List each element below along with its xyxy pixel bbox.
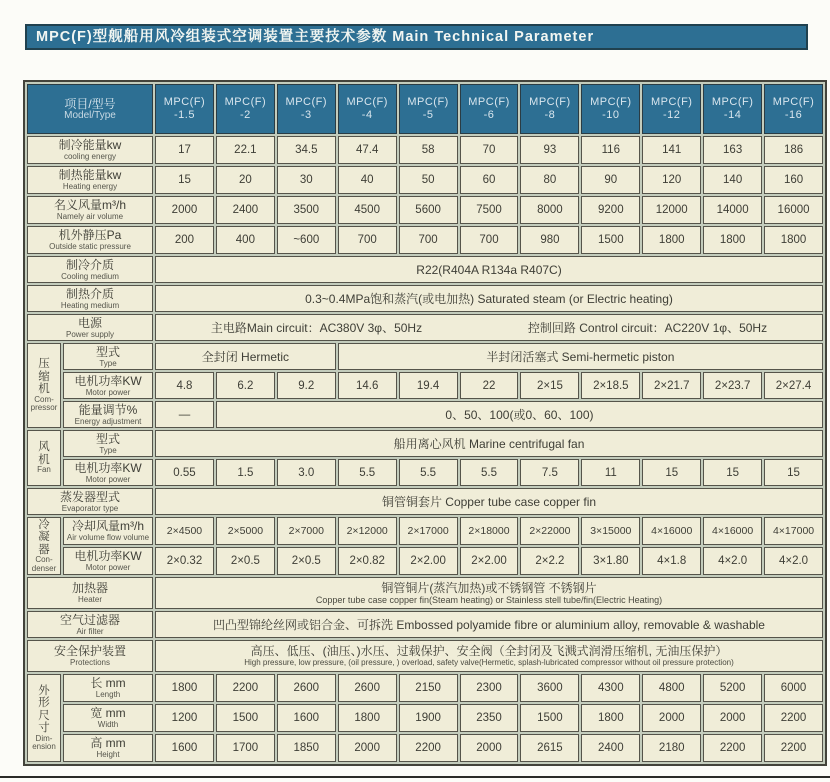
value-cell: 5.5 [460,459,519,486]
value-cell: 5600 [399,196,458,224]
value-cell: 2200 [764,704,823,732]
row-label-static-pressure [27,226,153,254]
label-zh: 高 mm [90,736,126,750]
label-zh: 制热介质 [66,286,115,301]
row-protections [27,640,823,672]
header-model-2: MPC(F) -2 [216,84,275,134]
page-title: MPC(F)型舰船用风冷组装式空调装置主要技术参数 Main Technical Parameter [25,24,808,50]
value-cell: 1600 [277,704,336,732]
header-model-10: MPC(F) -14 [703,84,762,134]
label-zh: 名义风量m³/h [54,198,127,212]
label-zh: 型式 [96,344,121,359]
row-heater [27,577,823,609]
value-cell: 19.4 [399,372,458,399]
value-cell: 30 [277,166,336,194]
compressor-type-hermetic: 全封闭 Hermetic [155,343,336,370]
value-cell: 9200 [581,196,640,224]
row-fan-motor [27,459,823,486]
row-label-condenser-motor [63,547,153,575]
label-en: Length [95,690,121,699]
value-cell: 2×21.7 [642,372,701,399]
header-model-7: MPC(F) -8 [520,84,579,134]
label-en: Height [96,750,120,759]
row-label-air-filter [27,611,153,638]
row-cooling-energy [27,136,823,164]
row-label-fan-type [63,430,153,457]
label-zh: 空气过滤器 [60,612,121,627]
value-cell: 7500 [460,196,519,224]
value-cell: 3×15000 [581,517,640,545]
value-cell: 116 [581,136,640,164]
technical-parameter-table [23,80,827,766]
header-model-6: MPC(F) -6 [460,84,519,134]
group-label-dimension [27,674,61,762]
label-zh: 电机功率KW [74,549,142,563]
value-cell: 2180 [642,734,701,762]
value-cell: 2200 [216,674,275,702]
value-cell: 8000 [520,196,579,224]
value-cell: 1800 [764,226,823,254]
value-cell: 11 [581,459,640,486]
value-cell: 2×5000 [216,517,275,545]
compressor-type-semi-hermetic: 半封闭活塞式 Semi-hermetic piston [338,343,823,370]
value-cell: 1500 [581,226,640,254]
row-label-protections [27,640,153,672]
value-cell: 14.6 [338,372,397,399]
group-en: Com- [34,394,54,404]
value-cell: 2×2.00 [399,547,458,575]
value-cell: 163 [703,136,762,164]
label-zh: 电机功率KW [74,373,142,388]
value-cell: 4300 [581,674,640,702]
row-label-fan-motor [63,459,153,486]
row-label-length [63,674,153,702]
value-cell: 2300 [460,674,519,702]
value-cell: 17 [155,136,214,164]
header-model-5: MPC(F) -5 [399,84,458,134]
heater-zh-line: 铜管铜片(蒸汽加热)或不锈钢管 不锈钢片 [381,581,597,595]
value-cell: 1200 [155,704,214,732]
value-cell: 6000 [764,674,823,702]
value-cell: 20 [216,166,275,194]
value-cell: 70 [460,136,519,164]
row-label-compressor-motor [63,372,153,399]
value-cell: 2000 [155,196,214,224]
label-en: Protections [69,658,111,667]
row-heating-medium [27,285,823,312]
row-label-power-supply [27,314,153,341]
value-cell: 4×16000 [642,517,701,545]
value-cell: 2600 [277,674,336,702]
header-model-9: MPC(F) -12 [642,84,701,134]
value-cell: 2×23.7 [703,372,762,399]
group-label-condenser [27,517,61,575]
value-cell: 2150 [399,674,458,702]
row-condenser-motor [27,547,823,575]
value-cell: 14000 [703,196,762,224]
group-en: pressor [30,403,58,413]
value-cell: 2×0.32 [155,547,214,575]
value-cell: 2000 [703,704,762,732]
label-en: Width [97,720,119,729]
value-cell: 12000 [642,196,701,224]
header-model-8: MPC(F) -10 [581,84,640,134]
header-model-type-zh: 项目/型号 [64,97,116,111]
row-static-pressure [27,226,823,254]
row-label-cooling-medium [27,256,153,283]
value-cell: 700 [460,226,519,254]
value-cell: 3500 [277,196,336,224]
value-cell: 400 [216,226,275,254]
value-cell: 1500 [216,704,275,732]
group-en: ension [32,742,56,751]
value-cell: 4×1.8 [642,547,701,575]
value-cell: 2×2.00 [460,547,519,575]
protections-zh-line: 高压、低压、(油压、)水压、过载保护、安全阀（全封闭及飞溅式润滑压缩机, 无油压保护） [250,644,728,658]
value-cell: 2×0.82 [338,547,397,575]
label-en: Namely air volume [56,212,124,221]
value-cell: 3600 [520,674,579,702]
value-cell: 2×27.4 [764,372,823,399]
evaporator-value: 铜管铜套片 Copper tube case copper fin [155,488,823,515]
value-cell: 700 [338,226,397,254]
value-cell: 15 [155,166,214,194]
row-cooling-medium [27,256,823,283]
value-cell: 1900 [399,704,458,732]
group-label-fan [27,430,61,486]
value-cell: 80 [520,166,579,194]
value-cell: 1800 [581,704,640,732]
row-height [27,734,823,762]
value-cell: 93 [520,136,579,164]
group-en: denser [31,563,57,573]
label-en: Motor power [85,563,131,572]
value-cell: 200 [155,226,214,254]
value-cell: 40 [338,166,397,194]
row-energy-adjustment [27,401,823,428]
value-cell: 5.5 [338,459,397,486]
value-cell: 2×0.5 [216,547,275,575]
value-cell: 15 [764,459,823,486]
row-width [27,704,823,732]
value-cell: 700 [399,226,458,254]
value-cell: 4×2.0 [703,547,762,575]
value-cell: 2×18000 [460,517,519,545]
group-en: Fan [37,465,51,475]
value-cell: 58 [399,136,458,164]
label-en: Outside static pressure [49,242,131,251]
value-cell: 4500 [338,196,397,224]
label-zh: 长 mm [90,676,126,690]
value-cell: 9.2 [277,372,336,399]
group-en: Con- [35,555,53,565]
row-label-heating-medium [27,285,153,312]
value-cell: 15 [642,459,701,486]
value-cell: 120 [642,166,701,194]
value-cell: 22 [460,372,519,399]
group-zh: 冷凝器 [38,518,50,556]
value-cell: 2×4500 [155,517,214,545]
row-label-cooling [27,136,153,164]
group-zh: 外形尺寸 [38,684,50,734]
value-cell: 50 [399,166,458,194]
value-cell: 0.55 [155,459,214,486]
label-zh: 电源 [78,315,103,330]
value-cell: 1700 [216,734,275,762]
value-cell: 7.5 [520,459,579,486]
value-cell: 140 [703,166,762,194]
label-en: Energy adjustment [74,416,142,426]
row-air-volume [27,196,823,224]
row-air-filter [27,611,823,638]
header-model-11: MPC(F) -16 [764,84,823,134]
bottom-rule [0,776,830,778]
row-condenser-air [27,517,823,545]
row-power-supply [27,314,823,341]
air-filter-value: 凹凸型锦纶丝网或铝合金、可拆洗 Embossed polyamide fibre or aluminium alloy, removable & washable [155,611,823,638]
value-cell: 4×2.0 [764,547,823,575]
value-cell: 1850 [277,734,336,762]
row-label-condenser-air [63,517,153,545]
header-model-4: MPC(F) -4 [338,84,397,134]
value-cell: 2400 [216,196,275,224]
value-cell: 1600 [155,734,214,762]
heating-medium-value: 0.3~0.4MPa饱和蒸汽(或电加热) Saturated steam (or Electric heating) [155,285,823,312]
value-cell: 2000 [642,704,701,732]
label-en: Evaporator type [61,503,119,513]
value-cell: 1.5 [216,459,275,486]
value-cell: 22.1 [216,136,275,164]
value-cell: 2400 [581,734,640,762]
value-cell: 2350 [460,704,519,732]
row-heating-energy [27,166,823,194]
value-cell: 2600 [338,674,397,702]
label-en: Type [99,445,117,455]
power-supply-value [155,314,823,341]
value-cell: 5.5 [399,459,458,486]
value-cell: 2×0.5 [277,547,336,575]
heater-en-line: Copper tube case copper fin(Steam heating) or Stainless stell tube/fin(Electric Heating) [315,595,663,605]
energy-range-cell: 0、50、100(或0、60、100) [216,401,823,428]
value-cell: 2×18.5 [581,372,640,399]
group-label-compressor [27,343,61,428]
label-zh: 制冷介质 [66,257,115,272]
row-label-air-volume [27,196,153,224]
label-zh: 制热能量kw [58,168,122,182]
label-en: Air filter [76,626,104,636]
control-circuit-value: 控制回路 Control circuit：AC220V 1φ、50Hz [527,321,768,335]
value-cell: 47.4 [338,136,397,164]
value-cell: 2×15 [520,372,579,399]
group-zh: 压缩机 [38,358,50,396]
header-model-1: MPC(F) -1.5 [155,84,214,134]
label-en: Power supply [65,329,115,339]
value-cell: 1800 [338,704,397,732]
row-label-heater [27,577,153,609]
value-cell: 1800 [703,226,762,254]
row-length [27,674,823,702]
row-fan-type [27,430,823,457]
row-compressor-type [27,343,823,370]
value-cell: 2200 [764,734,823,762]
label-en: Type [99,358,117,368]
value-cell: 4×17000 [764,517,823,545]
cooling-medium-value: R22(R404A R134a R407C) [155,256,823,283]
value-cell: 34.5 [277,136,336,164]
label-zh: 蒸发器型式 [60,489,121,504]
row-label-heating [27,166,153,194]
row-label-compressor-type [63,343,153,370]
header-model-3: MPC(F) -3 [277,84,336,134]
table-header-row [27,84,823,134]
header-model-type-en: Model/Type [64,110,116,121]
value-cell: 2200 [703,734,762,762]
value-cell: 2000 [338,734,397,762]
value-cell: 5200 [703,674,762,702]
value-cell: 2×7000 [277,517,336,545]
value-cell: 2×17000 [399,517,458,545]
value-cell: 1800 [155,674,214,702]
label-zh: 制冷能量kw [58,138,122,152]
row-label-width [63,704,153,732]
label-zh: 型式 [96,431,121,446]
value-cell: 4800 [642,674,701,702]
value-cell: 6.2 [216,372,275,399]
label-zh: 能量调节% [78,402,138,417]
label-en: Cooling medium [61,271,119,281]
heater-value [155,577,823,609]
label-en: Motor power [85,474,131,484]
fan-type-value: 船用离心风机 Marine centrifugal fan [155,430,823,457]
protections-en-line: High pressure, low pressure, (oil pressure, ) overload, safety valve(Hermetic, splash-lubricated compressor without oil pressure protection) [244,658,734,667]
value-cell: 4.8 [155,372,214,399]
label-en: Heating energy [62,182,118,191]
label-zh: 机外静压Pa [58,228,122,242]
value-cell: 2×2.2 [520,547,579,575]
row-label-energy-adjustment [63,401,153,428]
value-cell: 186 [764,136,823,164]
value-cell: 3×1.80 [581,547,640,575]
value-cell: 2000 [460,734,519,762]
value-cell: 3.0 [277,459,336,486]
group-en: Dim- [35,733,53,743]
value-cell: 2200 [399,734,458,762]
value-cell: 4×16000 [703,517,762,545]
label-en: cooling energy [63,152,117,161]
label-zh: 安全保护装置 [54,644,127,658]
label-zh: 加热器 [72,581,109,595]
value-cell: 16000 [764,196,823,224]
value-cell: 141 [642,136,701,164]
value-cell: 2615 [520,734,579,762]
protections-value [155,640,823,672]
header-model-type [27,84,153,134]
value-cell: 980 [520,226,579,254]
label-zh: 宽 mm [90,706,126,720]
row-label-evaporator [27,488,153,515]
value-cell: 160 [764,166,823,194]
label-en: Air volume flow volume [66,533,150,542]
row-compressor-motor [27,372,823,399]
label-zh: 冷却风量m³/h [72,519,145,533]
value-cell: 1500 [520,704,579,732]
energy-dash-cell: — [155,401,214,428]
label-en: Heater [78,595,103,604]
value-cell: 60 [460,166,519,194]
label-en: Heating medium [60,300,120,310]
label-zh: 电机功率KW [74,460,142,475]
main-circuit-value: 主电路Main circuit：AC380V 3φ、50Hz [210,321,423,335]
row-label-height [63,734,153,762]
value-cell: 2×12000 [338,517,397,545]
value-cell: 1800 [642,226,701,254]
row-evaporator [27,488,823,515]
value-cell: 90 [581,166,640,194]
value-cell: 2×22000 [520,517,579,545]
value-cell: 15 [703,459,762,486]
group-zh: 风机 [38,441,50,466]
label-en: Motor power [85,387,131,397]
value-cell: ~600 [277,226,336,254]
